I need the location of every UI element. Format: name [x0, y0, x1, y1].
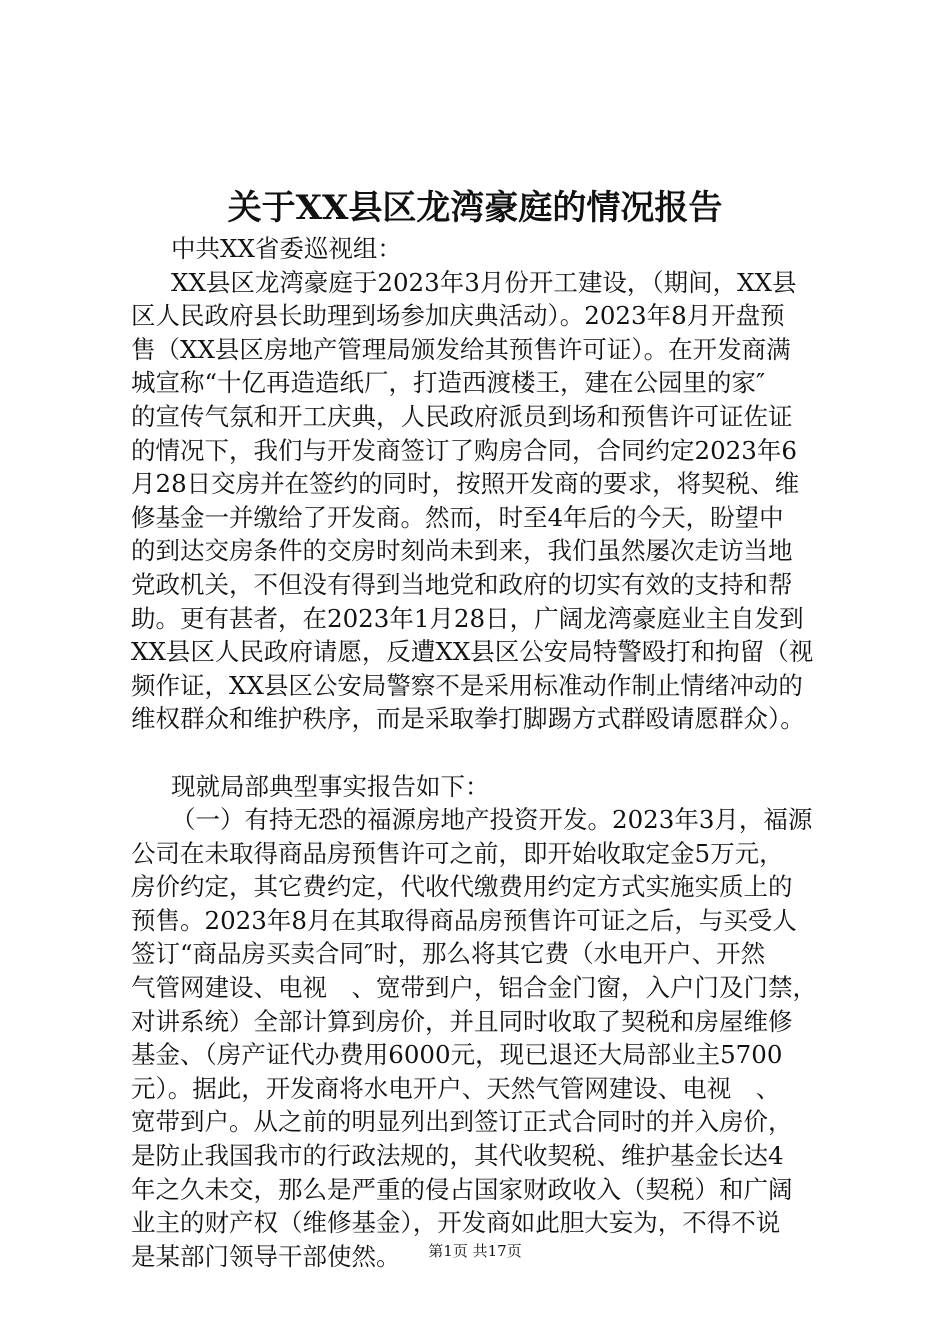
paragraph-line: 党政机关，不但没有得到当地党和政府的切实有效的支持和帮: [131, 569, 793, 599]
page-number-footer: 第1页 共17页: [428, 1242, 522, 1260]
paragraph-line: 月28日交房并在签约的同时，按照开发商的要求，将契税、维: [131, 469, 800, 499]
paragraph-background: [131, 266, 839, 736]
paragraph-line: 助。更有甚者，在2023年1月28日，广阔龙湾豪庭业主自发到: [131, 603, 804, 633]
paragraph-line: 城宣称“十亿再造造纸厂，打造西渡楼王，建在公园里的家″: [131, 368, 766, 398]
document-title: 关于XX县区龙湾豪庭的情况报告: [227, 188, 723, 228]
paragraph-line: 预售。2023年8月在其取得商品房预售许可证之后，与买受人: [131, 905, 797, 935]
paragraph-line: 维权群众和维护秩序，而是采取拳打脚踢方式群殴请愿群众）。: [131, 704, 805, 734]
paragraph-line: 售（XX县区房地产管理局颁发给其预售许可证）。在开发商满: [131, 334, 791, 364]
paragraph-line: 的宣传气氛和开工庆典，人民政府派员到场和预售许可证佐证: [131, 401, 793, 431]
paragraph-line: 是某部门领导干部使然。: [131, 1241, 401, 1271]
paragraph-line: XX县区人民政府请愿，反遭XX县区公安局特警殴打和拘留（视: [131, 637, 814, 667]
paragraph-line: 的情况下，我们与开发商签订了购房合同，合同约定2023年6: [131, 435, 797, 465]
document-body: [131, 232, 839, 1273]
paragraph-section-one: [131, 803, 839, 1273]
paragraph-line: 元）。据此，开发商将水电开户、天然气管网建设、电视 、: [131, 1073, 781, 1103]
paragraph-line: 是防止我国我市的行政法规的，其代收契税、维护基金长达4: [131, 1141, 784, 1171]
paragraph-line: （一）有持无恐的福源房地产投资开发。2023年3月，福源: [171, 805, 813, 835]
paragraph-line: 房价约定，其它费约定，代收代缴费用约定方式实施实质上的: [131, 872, 793, 902]
paragraph-line: 公司在未取得商品房预售许可之前，即开始收取定金5万元，: [131, 838, 784, 868]
paragraph-line: 基金、（房产证代办费用6000元，现已退还大局部业主5700: [131, 1040, 783, 1070]
paragraph-line: 业主的财产权（维修基金），开发商如此胆大妄为，不得不说: [131, 1208, 781, 1238]
paragraph-line: 修基金一并缴给了开发商。然而，时至4年后的今天，盼望中: [131, 502, 784, 532]
paragraph-line: 对讲系统）全部计算到房价，并且同时收取了契税和房屋维修: [131, 1006, 793, 1036]
paragraph-line: 区人民政府县长助理到场参加庆典活动）。2023年8月开盘预: [131, 301, 785, 331]
salutation: 中共XX省委巡视组：: [171, 234, 402, 263]
paragraph-line: 签订“商品房买卖合同″时，那么将其它费（水电开户、开然: [131, 939, 766, 969]
paragraph-line: 的到达交房条件的交房时刻尚未到来，我们虽然屡次走访当地: [131, 536, 793, 566]
paragraph-line: XX县区龙湾豪庭于2023年3月份开工建设，（期间，XX县: [171, 267, 797, 297]
section-intro: 现就局部典型事实报告如下：: [171, 771, 490, 801]
paragraph-gap: [131, 736, 839, 770]
paragraph-line: 宽带到户。从之前的明显列出到签订正式合同时的并入房价，: [131, 1107, 793, 1137]
paragraph-line: 频作证，XX县区公安局警察不是采用标准动作制止情绪冲动的: [131, 670, 803, 700]
paragraph-line: 年之久未交，那么是严重的侵占国家财政收入（契税）和广阔: [131, 1174, 793, 1204]
paragraph-line: 气管网建设、电视 、宽带到户，铝合金门窗，入户门及门禁，: [131, 973, 817, 1003]
